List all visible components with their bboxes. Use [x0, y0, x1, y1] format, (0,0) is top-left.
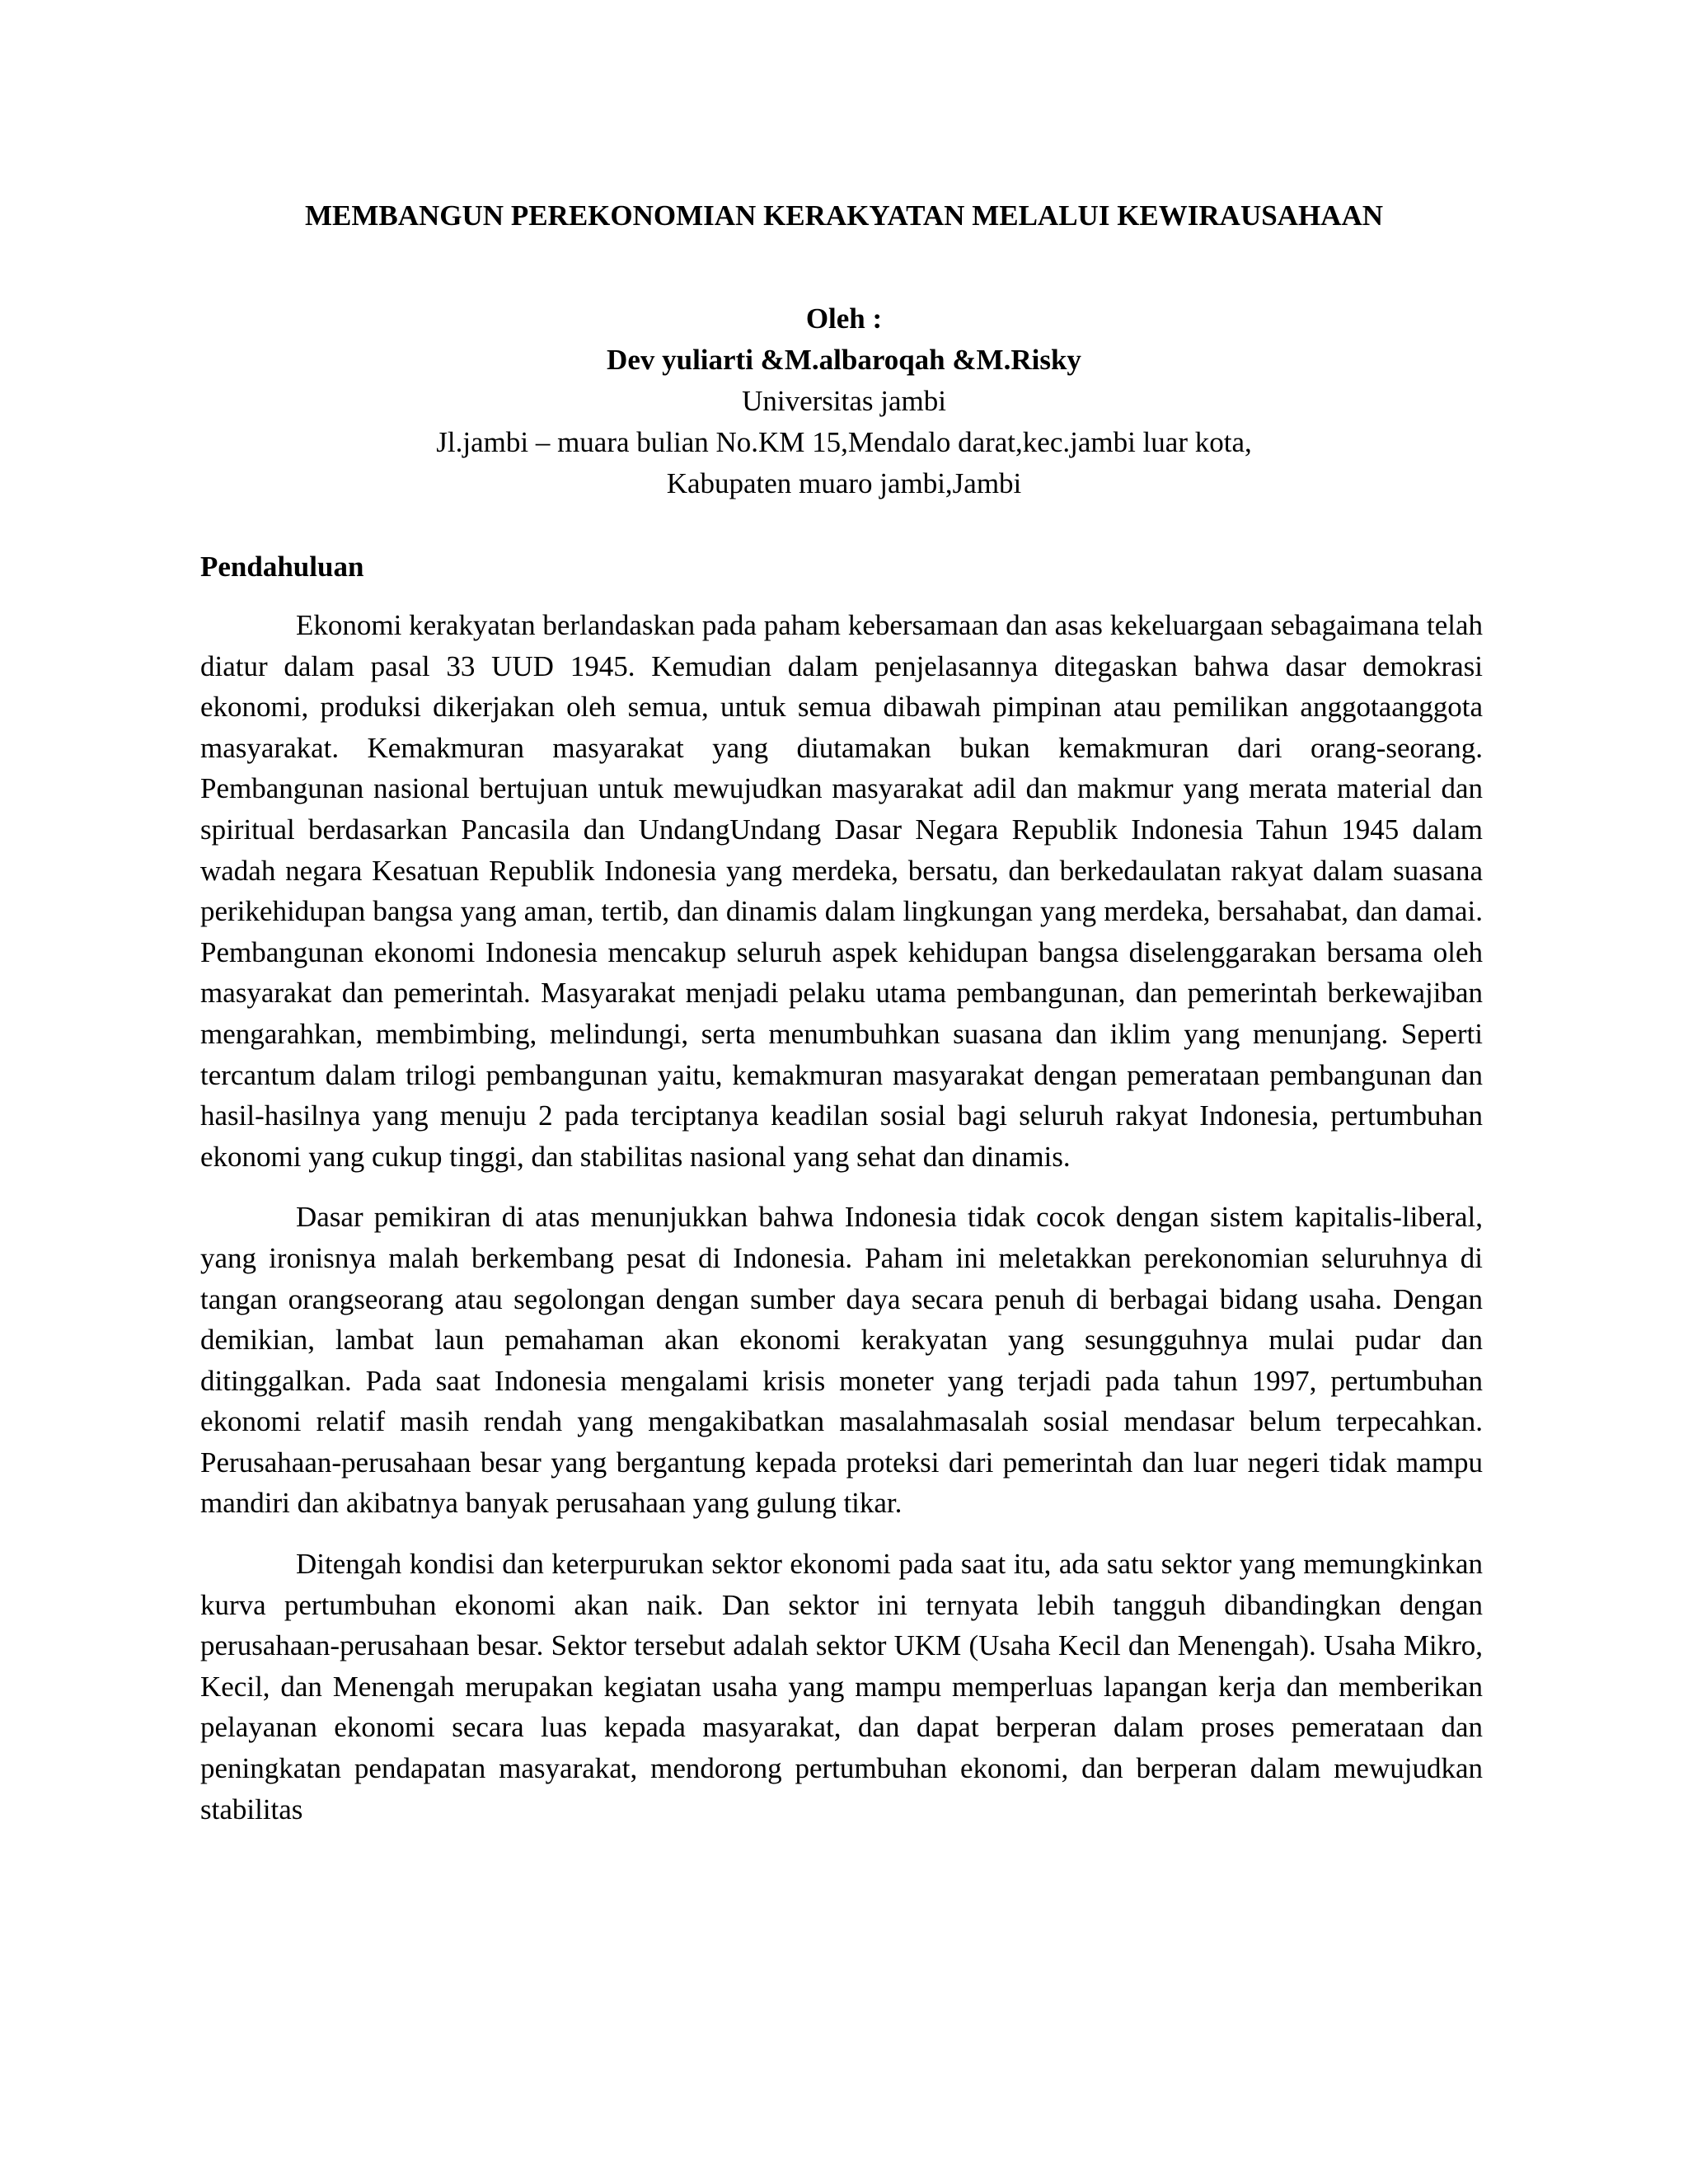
section-heading: Pendahuluan: [200, 551, 364, 583]
paragraph-2: Dasar pemikiran di atas menunjukkan bahwa Indonesia tidak cocok dengan sistem kapitalis-liberal, yang ironisnya malah berkembang pesat di Indonesia. Paham ini meletakkan perekonomian seluruhnya di tangan orangseorang atau segolongan dengan sumber daya secara penuh di berbagai bidang usaha. Dengan demikian, lambat laun pemahaman akan ekonomi kerakyatan yang sesungguhnya mulai pudar dan ditinggalkan. Pada saat Indonesia mengalami krisis moneter yang terjadi pada tahun 1997, pertumbuhan ekonomi relatif masih rendah yang mengakibatkan masalahmasalah sosial mendasar belum terpecahkan. Perusahaan-perusahaan besar yang bergantung kepada proteksi dari pemerintah dan luar negeri tidak mampu mandiri dan akibatnya banyak perusahaan yang gulung tikar.: [200, 1201, 1483, 1520]
paragraph-1: Ekonomi kerakyatan berlandaskan pada paham kebersamaan dan asas kekeluargaan sebagaimana telah diatur dalam pasal 33 UUD 1945. Kemudian dalam penjelasannya ditegaskan bahwa dasar demokrasi ekonomi, produksi dikerjakan oleh semua, untuk semua dibawah pimpinan atau pemilikan anggotaanggota masyarakat. Kemakmuran masyarakat yang diutamakan bukan kemakmuran dari orang-seorang. Pembangunan nasional bertujuan untuk mewujudkan masyarakat adil dan makmur yang merata material dan spiritual berdasarkan Pancasila dan UndangUndang Dasar Negara Republik Indonesia Tahun 1945 dalam wadah negara Kesatuan Republik Indonesia yang merdeka, bersatu, dan berkedaulatan rakyat dalam suasana perikehidupan bangsa yang aman, tertib, dan dinamis dalam lingkungan yang merdeka, bersahabat, dan damai. Pembangunan ekonomi Indonesia mencakup seluruh aspek kehidupan bangsa diselenggarakan bersama oleh masyarakat dan pemerintah. Masyarakat menjadi pelaku utama pembangunan, dan pemerintah berkewajiban mengarahkan, membimbing, melindungi, serta menumbuhkan suasana dan iklim yang menunjang. Seperti tercantum dalam trilogi pembangunan yaitu, kemakmuran masyarakat dengan pemerataan pembangunan dan hasil-hasilnya yang menuju 2 pada terciptanya keadilan sosial bagi seluruh rakyat Indonesia, pertumbuhan ekonomi yang cukup tinggi, dan stabilitas nasional yang sehat dan dinamis.: [200, 609, 1483, 1173]
byline-oleh: Oleh :: [805, 302, 883, 335]
paragraph-3: Ditengah kondisi dan keterpurukan sektor ekonomi pada saat itu, ada satu sektor yang memungkinkan kurva pertumbuhan ekonomi akan naik. Dan sektor ini ternyata lebih tangguh dibandingkan dengan perusahaan-perusahaan besar. Sektor tersebut adalah sektor UKM (Usaha Kecil dan Menengah). Usaha Mikro, Kecil, dan Menengah merupakan kegiatan usaha yang mampu memperluas lapangan kerja dan memberikan pelayanan ekonomi secara luas kepada masyarakat, dan dapat berperan dalam proses pemerataan dan peningkatan pendapatan masyarakat, mendorong pertumbuhan ekonomi, dan berperan dalam mewujudkan stabilitas: [200, 1548, 1483, 1825]
address-line-2: Kabupaten muaro jambi,Jambi: [666, 467, 1022, 499]
author-names: Dev yuliarti &M.albaroqah &M.Risky: [607, 344, 1081, 376]
document-title: MEMBANGUN PEREKONOMIAN KERAKYATAN MELALUI KEWIRAUSAHAAN: [304, 199, 1384, 232]
body-text: [200, 605, 1483, 1849]
institution: Universitas jambi: [742, 385, 946, 417]
author-block: [0, 298, 1688, 504]
address-line-1: Jl.jambi – muara bulian No.KM 15,Mendalo darat,kec.jambi luar kota,: [436, 426, 1252, 458]
